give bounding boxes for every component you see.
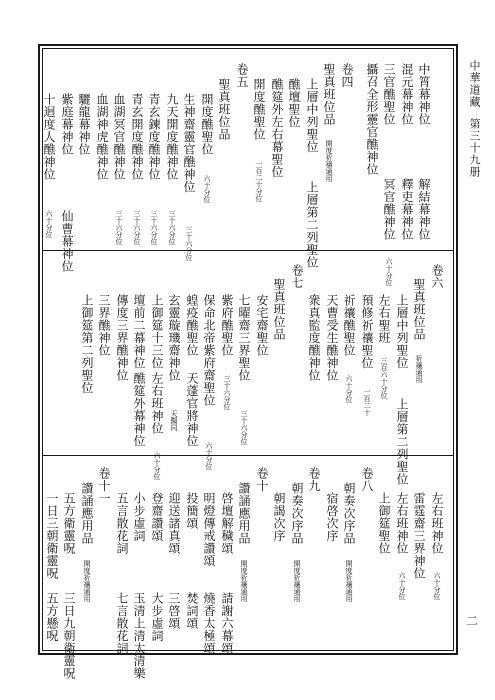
band2-entry: 六十分位 (205, 442, 213, 470)
band3-entry: 讚誦應用品 (237, 482, 251, 545)
band1-entry: 混元幕神位 (400, 63, 414, 126)
band3-entry: 朝奏次序品 (342, 482, 356, 545)
band1-entry: 卷四 (340, 63, 354, 88)
band3-entry: 宿啓次序 (325, 492, 339, 542)
band2-entry: 蝗疫醮聖位 (185, 294, 199, 357)
band3-entry: 燒香太極頌 (202, 592, 216, 655)
band3-entry: 啓壇解穢頌 (220, 492, 234, 555)
band3-entry: 卷八 (360, 467, 374, 492)
band2-entry: 天醫同 (170, 410, 178, 431)
band3-entry: 上御筵聖位 (377, 492, 391, 555)
band2-entry: 紫府醮聖位 (220, 294, 234, 357)
band3-entry: 登齋讚頌 (150, 492, 164, 542)
band2-entry: 左右班神位 (150, 372, 164, 435)
band3-entry: 迎送諸真頌 (167, 492, 181, 555)
band2-entry: 七曜齋三界聖位 (237, 294, 251, 382)
band2-entry: 安宅齋聖位 (255, 294, 269, 357)
band3-entry: 卷十 (255, 467, 269, 492)
band2-entry: 左右聖班 (377, 294, 391, 344)
band1-entry: 醮壇聖位 (287, 78, 301, 128)
band2-entry: 保命北帝紫府齋聖位 (202, 294, 216, 407)
band2-entry: 衆真監度醮神位 (307, 294, 321, 382)
band1-entry: 驪龍幕神位 (77, 93, 91, 156)
band1-entry: 卷五 (235, 63, 249, 88)
band1-entry: 生神齋靈官醮神位 (182, 93, 196, 193)
band1-entry: 釋吏幕神位 (400, 178, 414, 241)
band3-entry: 卷九 (307, 467, 321, 492)
page-number: 二 (466, 614, 479, 628)
band1-entry: 三官醮聖位 (382, 63, 396, 126)
band2-entry: 三十六分位 (240, 410, 248, 445)
band3-entry: 開度祈禳通用 (240, 560, 248, 602)
band1-entry: 攝召全形靈官醮神位 (365, 63, 379, 176)
band2-entry: 上層中列聖位 (395, 294, 409, 369)
band1-entry: 青玄鍊度醮神位 (147, 93, 161, 181)
band2-entry: 三十六分位 (223, 375, 231, 410)
band3-entry: 小步虛詞 (132, 492, 146, 542)
section-divider-2 (42, 455, 454, 456)
band2-entry: 三界醮神位 (97, 294, 111, 357)
band3-entry: 焚詞頌 (185, 592, 199, 630)
band2-entry: 上御筵十三位 (150, 294, 164, 369)
band3-entry: 五方衛靈呪 (62, 492, 76, 555)
band3-entry: 玉清上清太清樂 (132, 592, 146, 680)
band1-entry: 三十六分位 (168, 210, 176, 245)
band1-entry: 十迴度人醮神位 (42, 93, 56, 181)
band1-entry: 聖真班位品 (217, 78, 231, 141)
band2-entry: 玄靈璇璣齋神位 (167, 294, 181, 382)
band1-entry: 上層第二列聖位 (305, 181, 319, 269)
band3-entry: 開度祈禳通用 (83, 560, 91, 602)
band3-entry: 一日三朝衛靈呪 (45, 492, 59, 580)
band3-entry: 投簡頌 (185, 492, 199, 530)
band2-entry: 卷六 (430, 264, 444, 289)
band3-entry: 三啓頌 (167, 592, 181, 630)
band2-entry: 一百二十 (363, 388, 371, 416)
band1-entry: 中筲幕神位 (417, 63, 431, 126)
band2-entry: 預修祈禳聖位 (360, 294, 374, 369)
band1-entry: 一百二十分位 (255, 160, 263, 202)
band1-entry: 冥官醮神位 (382, 178, 396, 241)
band3-entry: 大步虛詞 (150, 592, 164, 642)
band2-entry: 傳度三界醮神位 (115, 294, 129, 382)
band1-entry: 青玄開度醮神位 (130, 93, 144, 181)
band2-entry: 上層第二列聖位 (395, 398, 409, 486)
band3-entry: 明燈傳戒讚頌 (202, 492, 216, 567)
band2-entry: 三百六十分位 (380, 357, 388, 399)
band1-entry: 六十分位 (203, 175, 211, 203)
band1-entry: 解結幕神位 (417, 178, 431, 241)
band2-entry: 天蓬官將神位 (185, 372, 199, 447)
band2-entry: 祈禳醮聖位 (342, 294, 356, 357)
band3-entry: 五言散花詞 (115, 492, 129, 555)
band3-entry: 五方懸呪 (45, 592, 59, 642)
band3-entry: 雷霆齋三界神位 (412, 492, 426, 580)
band1-entry: 上層中列聖位 (305, 78, 319, 153)
band3-entry: 讚誦應用品 (80, 482, 94, 545)
volume-label: 第三十九册 (468, 118, 481, 178)
band1-entry: 六十分位 (385, 258, 393, 286)
band3-entry: 三日九朝衛靈呪 (62, 592, 76, 680)
band3-entry: 六十分位 (398, 572, 406, 600)
band3-entry: 七言散花詞 (115, 592, 129, 655)
band1-entry: 三十六分位 (133, 210, 141, 245)
band1-entry: 聖真班位品 (322, 63, 336, 126)
band2-entry: 聖真班位品 (272, 278, 286, 341)
band2-entry: 六十分位 (345, 375, 353, 403)
band2-entry: 聖真班位品 (412, 278, 426, 341)
band1-entry: 血湖冥官醮神位 (112, 93, 126, 181)
band3-entry: 朝奏次序品 (290, 482, 304, 545)
band2-entry: 醮筵外幕神位 (132, 372, 146, 447)
band3-entry: 開度祈禳通用 (345, 560, 353, 602)
band3-entry: 開度祈禳通用 (293, 560, 301, 602)
band1-entry: 六十分位 (45, 210, 53, 238)
band2-entry: 祈禳通用 (415, 355, 423, 383)
band1-entry: 三十六分位 (185, 226, 193, 261)
band2-entry: 壇前二幕神位 (132, 294, 146, 369)
band1-entry: 血湖神虎醮神位 (95, 93, 109, 181)
band3-entry: 六十分位 (433, 572, 441, 600)
band2-entry: 卷七 (290, 264, 304, 289)
band1-entry: 開度醮聖位 (200, 93, 214, 156)
band1-entry: 三十六分位 (150, 210, 158, 245)
band1-entry: 開度祈禱通用 (325, 140, 333, 182)
band2-entry: 六十分位 (153, 452, 161, 480)
band2-entry: 上御筵第二列聖位 (80, 294, 94, 394)
band2-entry: 天曹受生醮神位 (325, 294, 339, 382)
band1-entry: 紫庭幕神位 (60, 93, 74, 156)
band3-entry: 請謝六幕頌 (220, 592, 234, 655)
section-divider-1 (42, 250, 454, 251)
band1-entry: 開度醮聖位 (252, 78, 266, 141)
band3-entry: 左右班神位 (395, 492, 409, 555)
band1-entry: 三十六分位 (115, 210, 123, 245)
band3-entry: 卷十一 (97, 467, 111, 505)
band1-entry: 仙曹幕神位 (60, 210, 74, 273)
book-title: 中華道藏 (468, 60, 481, 108)
band3-entry: 左右班神位 (430, 492, 444, 555)
band1-entry: 醮筵外左右幕聖位 (270, 78, 284, 178)
band3-entry: 朝謁次序 (272, 492, 286, 542)
band1-entry: 九天開度醮神位 (165, 93, 179, 181)
